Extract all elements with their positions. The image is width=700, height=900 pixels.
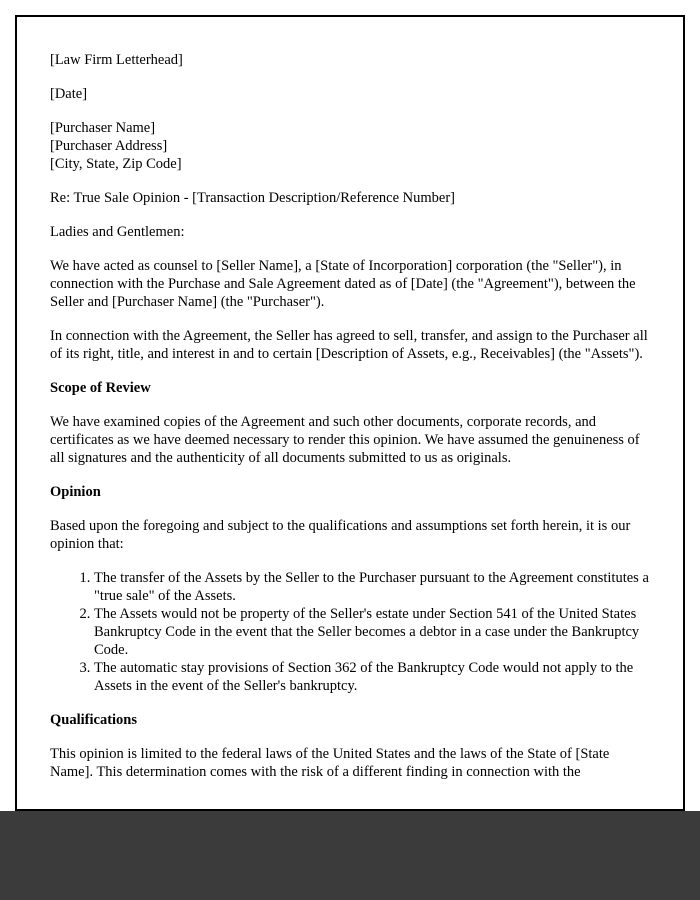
scope-paragraph: We have examined copies of the Agreement and such other documents, corporate records, and certificates as we have deemed necessary to render this opinion. We have assumed the genuineness of all signatures and the authenticity of all documents submitted to us as originals. <box>50 414 640 466</box>
recipient-name-line: [Purchaser Name] <box>50 120 156 136</box>
opinion-item: 1. The transfer of the Assets by the Seller to the Purchaser pursuant to the Agreement constitutes a "true sale" of the Assets. <box>94 569 650 605</box>
opinion-heading: Opinion <box>50 484 101 500</box>
qualifications-heading: Qualifications <box>50 712 138 728</box>
date-line: [Date] <box>50 86 88 102</box>
opinion-item: 3. The automatic stay provisions of Section 362 of the Bankruptcy Code would not apply to the Assets in the event of the Seller's bankruptcy. <box>94 659 650 695</box>
salutation: Ladies and Gentlemen: <box>50 224 185 240</box>
opinion-item: 2. The Assets would not be property of the Seller's estate under Section 541 of the United States Bankruptcy Code in the event that the Seller becomes a debtor in a case under the Bankruptcy Code. <box>94 605 650 659</box>
recipient-city-line: [City, State, Zip Code] <box>50 156 182 172</box>
viewer-background-strip <box>0 811 700 900</box>
re-line: Re: True Sale Opinion - [Transaction Description/Reference Number] <box>50 190 455 206</box>
recipient-address-line: [Purchaser Address] <box>50 138 168 154</box>
intro-paragraph-2: In connection with the Agreement, the Seller has agreed to sell, transfer, and assign to the Purchaser all of its right, title, and interest in and to certain [Description of Assets, e.g., Receivables] (the "Assets"). <box>50 328 648 362</box>
opinion-list <box>50 569 650 695</box>
letterhead-placeholder: [Law Firm Letterhead] <box>50 52 183 68</box>
recipient-address-block <box>50 119 650 173</box>
opinion-intro: Based upon the foregoing and subject to the qualifications and assumptions set forth herein, it is our opinion that: <box>50 518 631 552</box>
scope-heading: Scope of Review <box>50 380 151 396</box>
letter-page <box>15 15 685 811</box>
qualifications-paragraph: This opinion is limited to the federal laws of the United States and the laws of the State of [State Name]. This determination comes with the risk of a different finding in connection with the <box>50 746 610 780</box>
intro-paragraph-1: We have acted as counsel to [Seller Name], a [State of Incorporation] corporation (the "Seller"), in connection with the Purchase and Sale Agreement dated as of [Date] (the "Agreement"), between the Seller and [Purchaser Name] (the "Purchaser"). <box>50 258 636 310</box>
